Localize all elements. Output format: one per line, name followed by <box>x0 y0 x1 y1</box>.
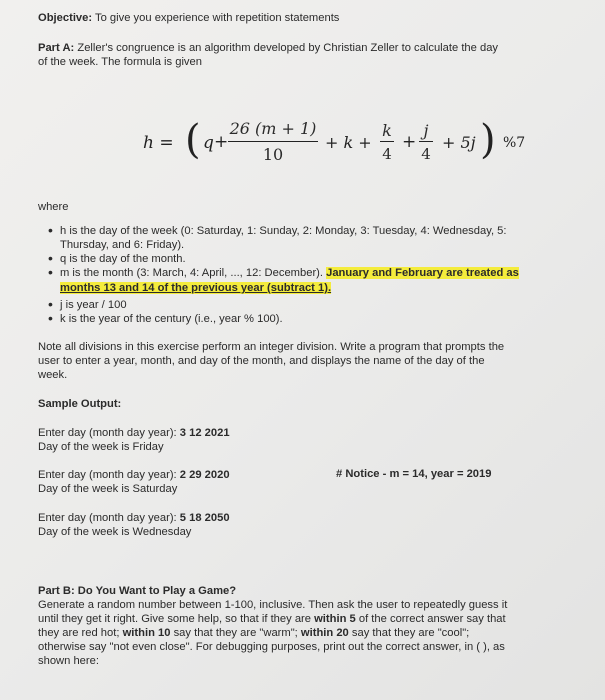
prompt-text: Enter day (month day year): <box>38 427 180 439</box>
prompt-input: 3 12 2021 <box>179 427 230 439</box>
bullet-dot: • <box>48 296 53 312</box>
bullet-h-line2: Thursday, and 6: Friday). <box>60 239 185 251</box>
sample-run-2-result: Day of the week is Saturday <box>38 483 178 495</box>
formula-mod: %7 <box>503 135 526 151</box>
frac2-bar <box>380 141 394 142</box>
part-a-label: Part A: <box>38 42 75 54</box>
emphasis: within 10 <box>122 627 171 639</box>
prompt-input: 5 18 2050 <box>179 512 230 524</box>
text: say that they are "warm"; <box>170 627 301 639</box>
note-line1: Note all divisions in this exercise perform an integer division. Write a program that prompts the <box>38 341 505 353</box>
emphasis: within 5 <box>314 613 356 625</box>
emphasis: within 20 <box>300 627 349 639</box>
bullet-m-line1 <box>60 266 519 280</box>
frac1-bar <box>228 141 318 142</box>
formula-plus-5j: + 5j <box>442 133 476 152</box>
sample-run-3-result: Day of the week is Wednesday <box>38 526 192 538</box>
formula-right-paren: ) <box>480 117 496 163</box>
bullet-h-line1: h is the day of the week (0: Saturday, 1: Sunday, 2: Monday, 3: Tuesday, 4: Wednesday, 5: <box>60 225 507 237</box>
bullet-dot: • <box>48 222 53 238</box>
sample-output-heading: Sample Output: <box>38 398 122 410</box>
sample-run-2-prompt <box>38 468 230 482</box>
formula-lhs: h = <box>143 133 174 153</box>
bullet-j: j is year / 100 <box>60 299 127 311</box>
part-a-intro-text: Zeller's congruence is an algorithm developed by Christian Zeller to calculate the day <box>74 42 499 54</box>
part-b-line1: Generate a random number between 1-100, inclusive. Then ask the user to repeatedly guess it <box>38 599 508 611</box>
part-b-line4: otherwise say "not even close". For debugging purposes, print out the correct answer, in ( ), as <box>38 641 505 653</box>
formula-plus-1: + <box>214 132 229 152</box>
bullet-m-plain: m is the month (3: March, 4: April, ..., 12: December). <box>60 267 327 279</box>
part-a-intro-line1 <box>38 41 498 55</box>
bullet-m-highlight-1: January and February are treated as <box>326 267 519 279</box>
where-label: where <box>38 201 69 213</box>
bullet-dot: • <box>48 310 53 326</box>
bullet-m-highlight-2: months 13 and 14 of the previous year (subtract 1). <box>60 282 332 294</box>
part-b-line3 <box>38 626 469 640</box>
formula-plus-k: + k + <box>325 133 372 152</box>
note-line2: user to enter a year, month, and day of the month, and displays the name of the day of the <box>38 355 485 367</box>
formula-q: q <box>203 133 214 153</box>
note-line3: week. <box>38 369 68 381</box>
text: say that they are "cool"; <box>348 627 470 639</box>
frac2-numerator: k <box>382 121 392 140</box>
bullet-m-line2 <box>60 281 331 295</box>
text: of the correct answer say that <box>355 613 506 625</box>
bullet-k: k is the year of the century (i.e., year % 100). <box>60 313 283 325</box>
prompt-input: 2 29 2020 <box>179 469 230 481</box>
frac3-numerator: j <box>423 121 429 140</box>
prompt-text: Enter day (month day year): <box>38 469 180 481</box>
text: they are red hot; <box>38 627 123 639</box>
part-b-heading: Part B: Do You Want to Play a Game? <box>38 585 237 597</box>
objective-text: To give you experience with repetition statements <box>92 12 340 24</box>
bullet-dot: • <box>48 264 53 280</box>
formula-left-paren: ( <box>185 117 201 163</box>
bullet-dot: • <box>48 250 53 266</box>
frac1-numerator: 26 (m + 1) <box>229 119 317 138</box>
bullet-q: q is the day of the month. <box>60 253 186 265</box>
part-a-intro-line2: of the week. The formula is given <box>38 56 202 68</box>
objective-line <box>38 11 339 25</box>
sample-run-3-prompt <box>38 511 230 525</box>
part-b-line2 <box>38 612 506 626</box>
objective-label: Objective: <box>38 12 93 24</box>
sample-notice: # Notice - m = 14, year = 2019 <box>336 468 492 480</box>
frac3-denominator: 4 <box>421 145 431 163</box>
frac2-denominator: 4 <box>382 145 392 163</box>
frac3-bar <box>419 141 433 142</box>
prompt-text: Enter day (month day year): <box>38 512 180 524</box>
sample-run-1-prompt <box>38 426 230 440</box>
formula-plus-2: + <box>402 132 417 152</box>
text: until they get it right. Give some help, so that if they are <box>38 613 315 625</box>
frac1-denominator: 10 <box>262 145 284 164</box>
part-b-line5: shown here: <box>38 655 99 667</box>
sample-run-1-result: Day of the week is Friday <box>38 441 164 453</box>
